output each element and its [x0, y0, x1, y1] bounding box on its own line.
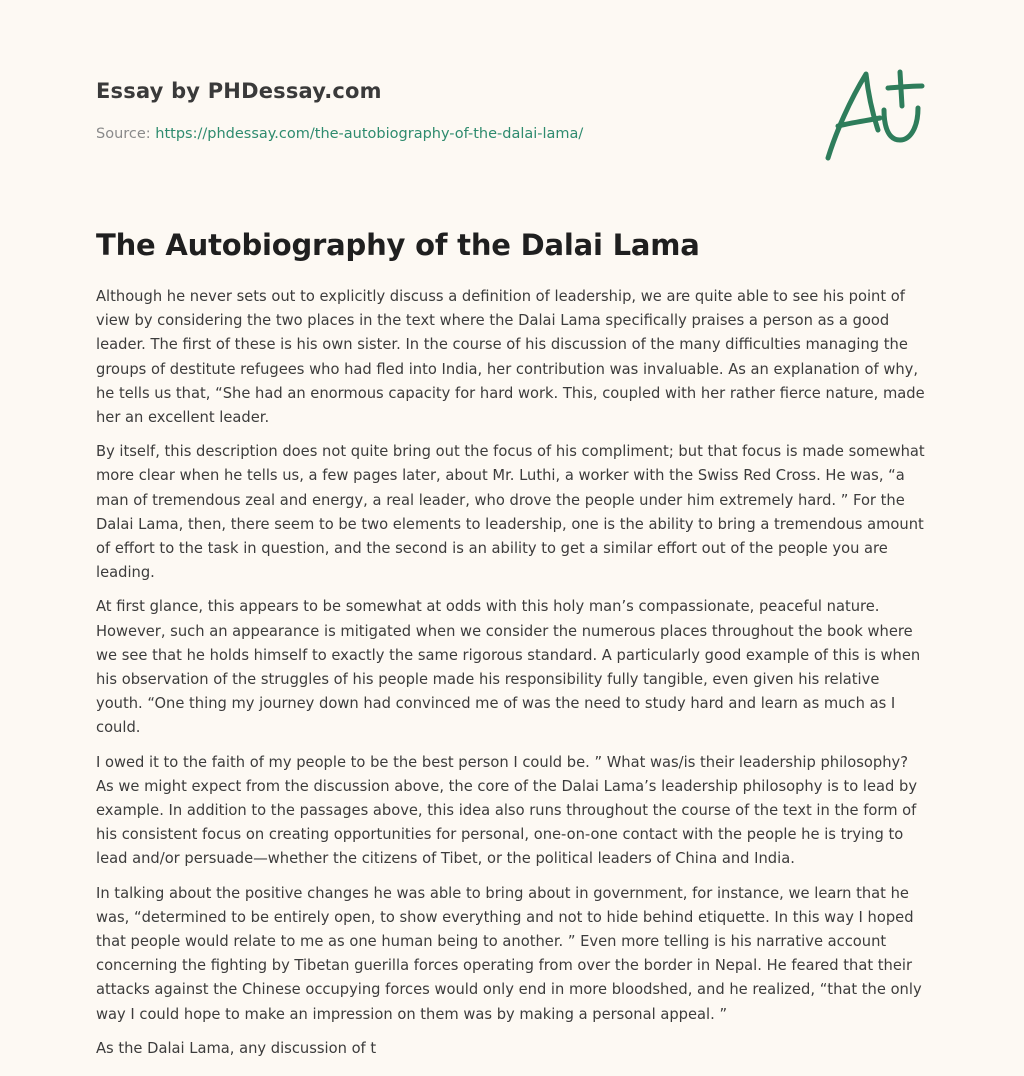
essay-paragraph-truncated: As the Dalai Lama, any discussion of t — [96, 1039, 377, 1057]
essay-paragraph: In talking about the positive changes he was able to bring about in government, for instance, we learn that he was, “determined to be entirely open, to show everything and not to hide behind etiquette. In this way I hoped that people would relate to me as one human being to another. ” Even more telling is his narrative account concerning the fighting by Tibetan guerilla forces operating from over the border in Nepal. He feared that their attacks against the Chinese occupying forces would only end in more bloodshed, and he realized, “that the only way I could hope to make an impression on them was by making a personal appeal. ” — [96, 884, 922, 1023]
source-line — [96, 124, 796, 144]
essay-paragraph: Although he never sets out to explicitly discuss a definition of leadership, we are quite able to see his point of view by considering the two places in the text where the Dalai Lama specifically praises a person as a good leader. The first of these is his own sister. In the course of his discussion of the many difficulties managing the groups of destitute refugees who had fled into India, her contribution was invaluable. As an explanation of why, he tells us that, “She had an enormous capacity for hard work. This, coupled with her rather fierce nature, made her an excellent leader. — [96, 288, 925, 427]
essay-header — [96, 78, 796, 144]
essay-paragraph: At first glance, this appears to be somewhat at odds with this holy man’s compassionate, peaceful nature. However, such an appearance is mitigated when we consider the numerous places throughout the book where we see that he holds himself to exactly the same rigorous standard. A particularly good example of this is when his observation of the struggles of his people made his responsibility fully tangible, even given his relative youth. “One thing my journey down had convinced me of was the need to study hard and learn as much as I could. — [96, 598, 921, 737]
brand-name: Essay by PHDessay.com — [96, 79, 382, 103]
essay-body — [96, 285, 928, 1071]
source-label: Source: — [96, 126, 151, 142]
essay-title: The Autobiography of the Dalai Lama — [96, 228, 700, 262]
essay-paragraph: By itself, this description does not quite bring out the focus of his compliment; but that focus is made somewhat more clear when he tells us, a few pages later, about Mr. Luthi, a worker with the Swiss Red Cross. He was, “a man of tremendous zeal and energy, a real leader, who drove the people under him extremely hard. ” For the Dalai Lama, then, there seem to be two elements to leadership, one is the ability to bring a tremendous amount of effort to the task in question, and the second is an ability to get a similar effort out of the people you are leading. — [96, 443, 925, 582]
essay-paragraph: I owed it to the faith of my people to be the best person I could be. ” What was/is their leadership philosophy? As we might expect from the discussion above, the core of the Dalai Lama’s leadership philosophy is to lead by example. In addition to the passages above, this idea also runs throughout the course of the text in the form of his consistent focus on creating opportunities for personal, one-on-one contact with the people he is trying to lead and/or persuade—whether the citizens of Tibet, or the political leaders of China and India. — [96, 753, 918, 868]
a-plus-grade-icon — [822, 66, 930, 166]
source-link[interactable]: https://phdessay.com/the-autobiography-of-the-dalai-lama/ — [155, 126, 584, 142]
